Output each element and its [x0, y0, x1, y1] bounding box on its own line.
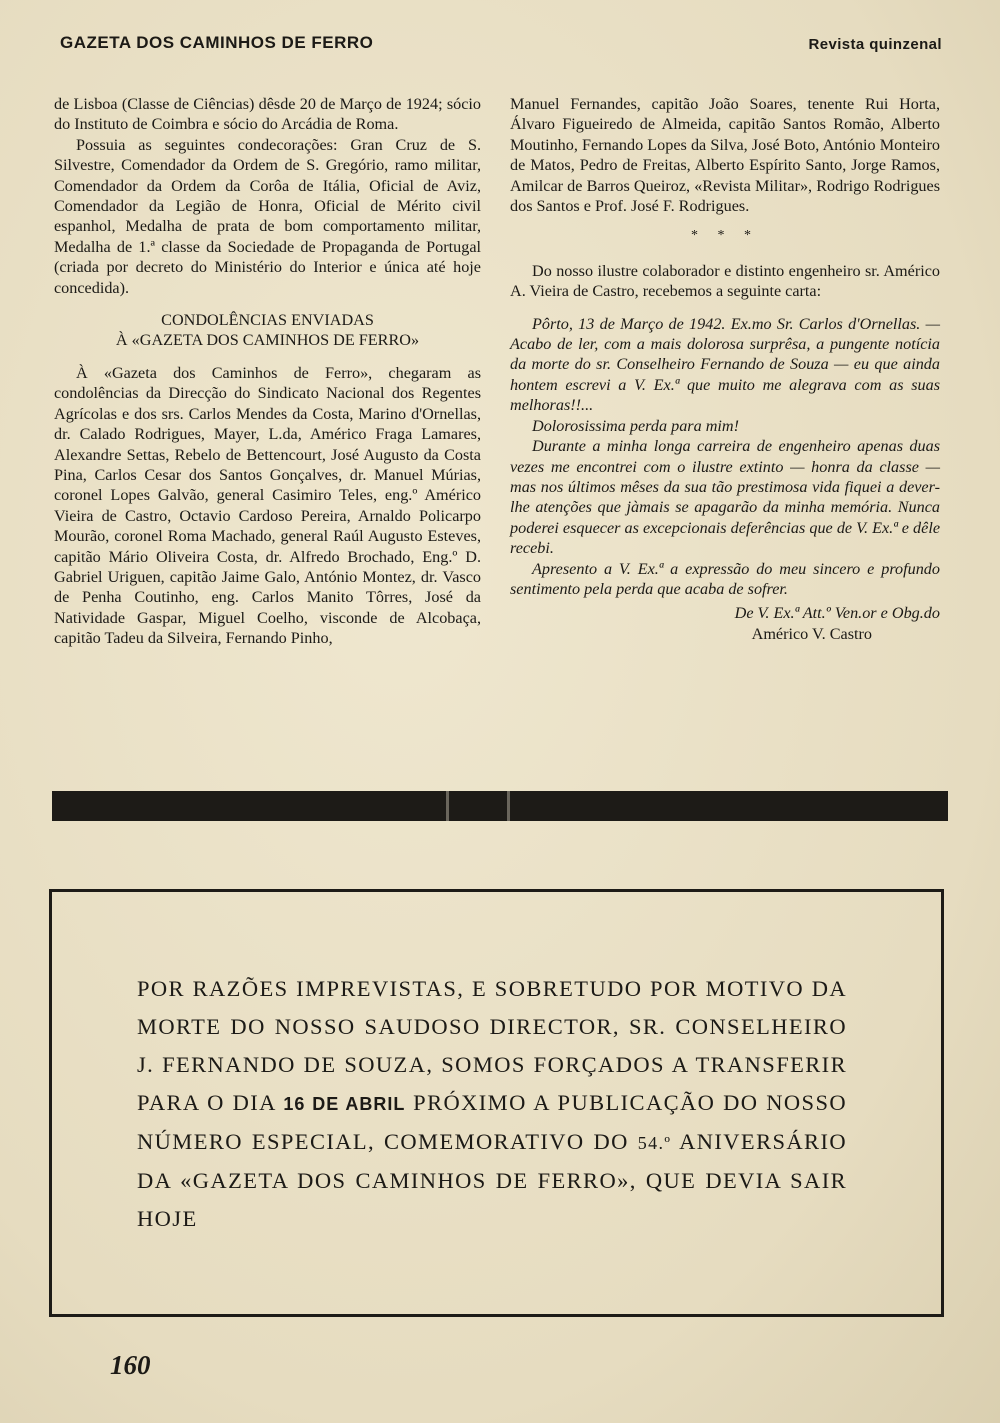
section-separator: * * *: [691, 228, 759, 244]
notice-text-part: ANIVERSÁRIO DA «GAZETA DOS CAMINHOS DE FERRO», QUE DEVIA SAIR HOJE: [137, 1129, 847, 1231]
divider-gap: [446, 791, 449, 821]
letter-signoff: De V. Ex.ª Att.º Ven.or e Obg.do: [734, 604, 940, 623]
notice-date: 16 DE ABRIL: [283, 1094, 406, 1114]
letter-intro: Do nosso ilustre colaborador e distinto engenheiro sr. Américo A. Vieira de Castro, recebemos a seguinte carta:: [510, 261, 940, 301]
condolences-paragraph: À «Gazeta dos Caminhos de Ferro», chegaram as condolências da Direcção do Sindicato Nacional dos Regentes Agrícolas e dos srs. Carlos Mendes da Costa, Marino d'Ornellas, dr. Calado Rodrigues, Mayer, L.da, Américo Fraga Lamares, Alexandre Settas, Rebelo de Bettencourt, José Augusto da Costa Pina, Carlos Cesar dos Santos Gonçalves, dr. Manuel Múrias, coronel Lopes Galvão, general Casimiro Teles, eng.º Américo Vieira de Castro, Octavio Cardoso Pereira, Arnaldo Policarpo Mourão, coronel Roma Machado, general Raúl Augusto Esteves, capitão Mário Oliveira Costa, dr. Alfredo Brochado, Eng.º D. Gabriel Uriguen, capitão Jaime Galo, António Montez, dr. Vasco de Penha Coutinho, eng. Carlos Manito Tôrres, José da Natividade Gaspar, Miguel Coelho, visconde de Alcobaça, capitão Tadeu da Silveira, Fernando Pinho,: [54, 363, 481, 648]
paragraph: Manuel Fernandes, capitão João Soares, tenente Rui Horta, Álvaro Figueiredo de Almeida, capitão Santos Romão, Alberto Moutinho, Fernando Lopes da Silva, José Boto, António Monteiro de Matos, Pedro de Freitas, Alberto Espírito Santo, Jorge Ramos, Amilcar de Barros Queiroz, «Revista Militar», Rodrigo Rodrigues dos Santos e Prof. José F. Rodrigues.: [510, 95, 940, 216]
notice-box: [49, 889, 944, 1317]
letter-paragraph: Apresento a V. Ex.ª a expressão do meu sincero e profundo sentimento pela perda que acaba de sofrer.: [510, 559, 940, 598]
letter-paragraph: Dolorosissima perda para mim!: [532, 416, 739, 435]
section-subheading: À «GAZETA DOS CAMINHOS DE FERRO»: [115, 331, 420, 350]
letter-paragraph: Durante a minha longa carreira de engenheiro apenas duas vezes me encontrei com o ilustre extinto — honra da classe — mas nos últimos mêses da sua tão prestimosa vida fiquei a dever-lhe atenções que jàmais se apagarão da minha memória. Nunca poderei esquecer as excepcionais deferências que de V. Ex.ª e dêle recebi.: [510, 437, 940, 558]
letter-signature: Américo V. Castro: [751, 624, 872, 643]
left-column: [54, 94, 481, 649]
page-number: 160: [110, 1350, 151, 1380]
notice-text-part: PRÓXIMO A PUBLICAÇÃO DO NOSSO NÚMERO ESPECIAL, COMEMORATIVO DO: [137, 1090, 848, 1154]
header-title: GAZETA DOS CAMINHOS DE FERRO: [60, 33, 374, 52]
header-subtitle: Revista quinzenal: [808, 36, 942, 53]
letter: [510, 314, 940, 600]
paragraph: de Lisboa (Classe de Ciências) dêsde 20 de Março de 1924; sócio do Instituto de Coimbra e sócio do Arcádia de Roma.: [54, 95, 481, 134]
notice-text: [137, 970, 847, 1238]
notice-text-part: POR RAZÕES IMPREVISTAS, E SOBRETUDO POR MOTIVO DA MORTE DO NOSSO SAUDOSO DIRECTOR, SR. CONSELHEIRO J. FERNANDO DE SOUZA, SOMOS FORÇADOS A TRANSFERIR PARA O DIA: [137, 976, 847, 1115]
right-column: [510, 94, 940, 644]
divider-gap: [507, 791, 510, 821]
section-heading: CONDOLÊNCIAS ENVIADAS: [161, 311, 374, 330]
notice-anniversary: 54.º: [637, 1133, 672, 1153]
black-divider-bar: [52, 791, 948, 821]
paragraph: Possuia as seguintes condecorações: Gran Cruz de S. Silvestre, Comendador da Ordem de S. Gregório, ramo militar, Comendador da Ordem da Corôa de Itália, Oficial de Aviz, Comendador da Legião de Honra, Oficial de Mérito civil espanhol, Medalha de prata de bom comportamento militar, Medalha de 1.ª classe da Sociedade de Propaganda de Portugal (criada por decreto do Ministério do Interior e única até hoje concedida).: [54, 135, 481, 297]
letter-paragraph: Pôrto, 13 de Março de 1942. Ex.mo Sr. Carlos d'Ornellas. — Acabo de ler, com a mais dolorosa surprêsa, a pungente notícia da morte do sr. Conselheiro Fernando de Souza — eu que ainda hontem escrevi a V. Ex.ª que muito me alegrava com as suas melhoras!!...: [510, 314, 940, 415]
